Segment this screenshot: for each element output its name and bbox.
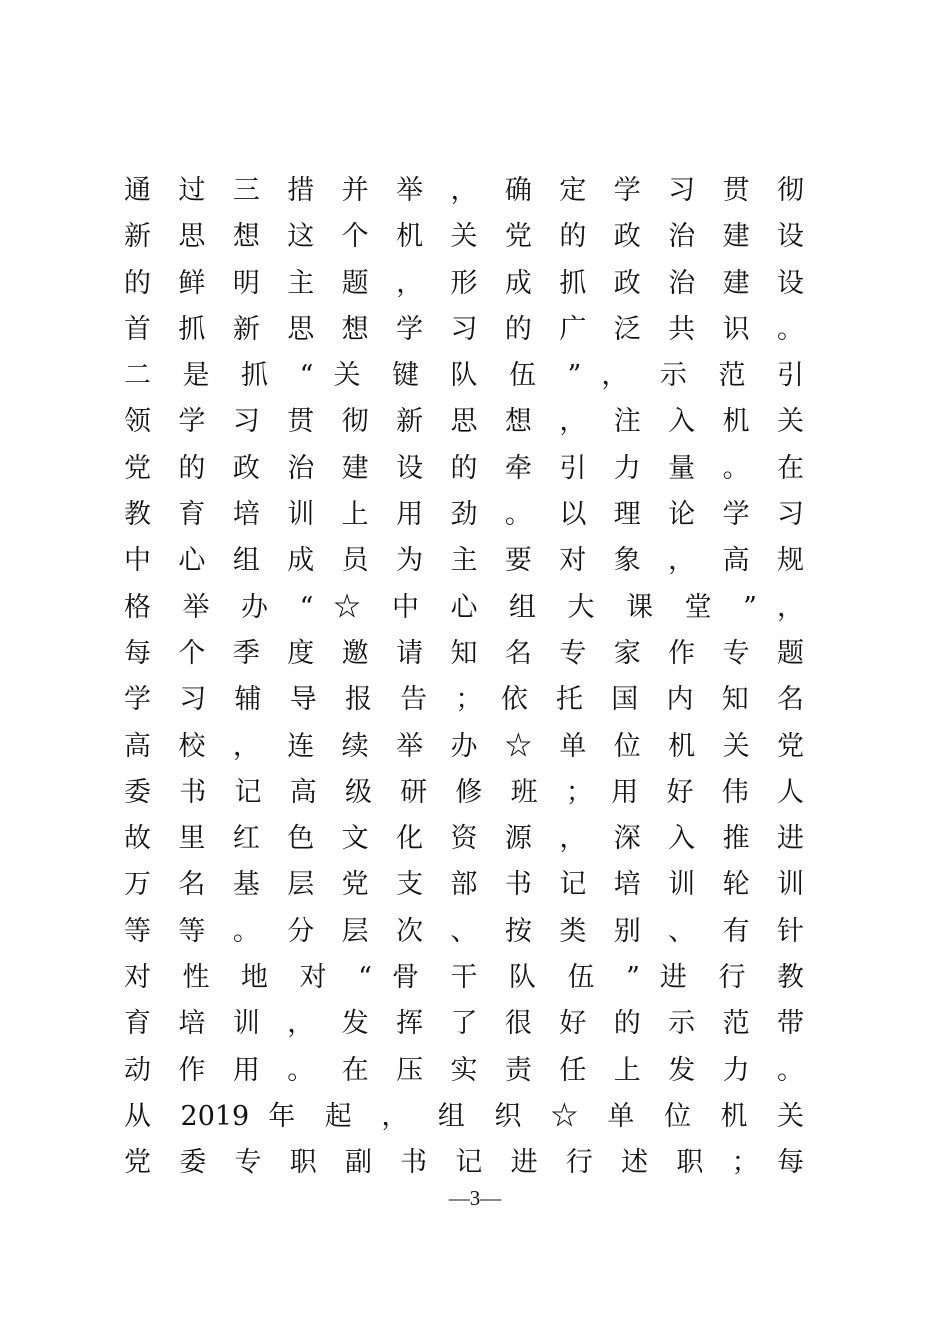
text-line: 党 委 专 职 副 书 记 进 行 述 职 ； 每 [124, 1147, 804, 1179]
text-line: 领 学 习 贯 彻 新 思 想 ， 注 入 机 关 [124, 406, 804, 438]
text-line: 首 抓 新 思 想 学 习 的 广 泛 共 识 。 [124, 313, 804, 345]
text-line: 万 名 基 层 党 支 部 书 记 培 训 轮 训 [124, 869, 804, 901]
text-line: 格 举 办 “ ☆ 中 心 组 大 课 堂 ” ， [124, 591, 804, 623]
text-line: 中 心 组 成 员 为 主 要 对 象 ， 高 规 [124, 545, 804, 577]
text-line: 从 2019 年 起 ， 组 织 ☆ 单 位 机 关 [124, 1100, 804, 1132]
text-line: 故 里 红 色 文 化 资 源 ， 深 入 推 进 [124, 823, 804, 855]
text-line: 新 思 想 这 个 机 关 党 的 政 治 建 设 [124, 221, 804, 253]
text-line: 动 作 用 。 在 压 实 责 任 上 发 力 。 [124, 1054, 804, 1086]
text-line: 对 性 地 对 “ 骨 干 队 伍 ” 进 行 教 [124, 962, 804, 994]
page-number: —3— [448, 1186, 502, 1210]
text-line: 的 鲜 明 主 题 ， 形 成 抓 政 治 建 设 [124, 267, 804, 299]
text-line: 每 个 季 度 邀 请 知 名 专 家 作 专 题 [124, 637, 804, 669]
text-line: 委 书 记 高 级 研 修 班 ； 用 好 伟 人 [124, 776, 804, 808]
text-line: 高 校 ， 连 续 举 办 ☆ 单 位 机 关 党 [124, 730, 804, 762]
body-text [124, 168, 804, 1187]
text-line: 教 育 培 训 上 用 劲 。 以 理 论 学 习 [124, 499, 804, 531]
text-line: 学 习 辅 导 报 告 ； 依 托 国 内 知 名 [124, 684, 804, 716]
text-line: 等 等 。 分 层 次 、 按 类 别 、 有 针 [124, 915, 804, 947]
text-line: 育 培 训 ， 发 挥 了 很 好 的 示 范 带 [124, 1008, 804, 1040]
text-line: 二 是 抓 “ 关 键 队 伍 ” ， 示 范 引 [124, 360, 804, 392]
text-line: 党 的 政 治 建 设 的 牵 引 力 量 。 在 [124, 452, 804, 484]
text-line: 通 过 三 措 并 举 ， 确 定 学 习 贯 彻 [124, 175, 804, 206]
